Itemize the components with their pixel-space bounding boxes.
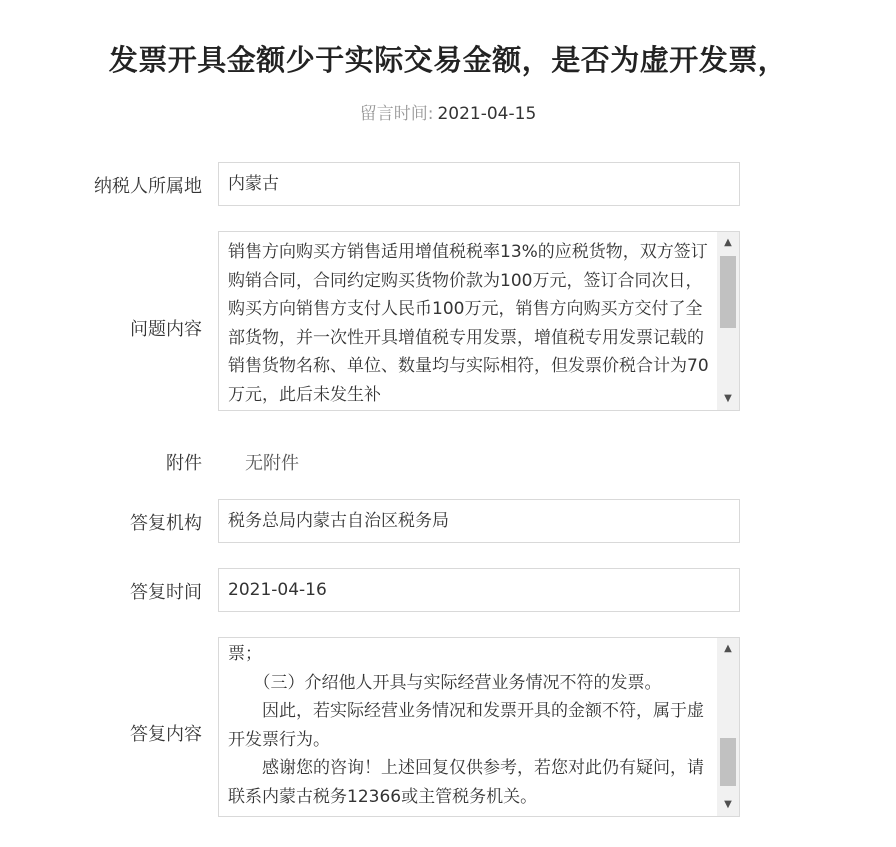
reply-label: 答复内容 (130, 724, 202, 745)
org-label: 答复机构 (130, 513, 202, 534)
question-scrollbar[interactable] (717, 232, 739, 410)
attachment-value: 无附件 (245, 453, 299, 474)
reply-line: 因此，若实际经营业务情况和发票开具的金额不符，属于虚开发票行为。 (228, 701, 704, 750)
reply-scroll-thumb[interactable] (720, 738, 736, 786)
scroll-down-arrow-icon[interactable]: ▼ (724, 393, 732, 404)
scroll-up-arrow-icon[interactable]: ▲ (724, 643, 732, 654)
page-title: 发票开具金额少于实际交易金额，是否为虚开发票， (108, 43, 788, 77)
scroll-down-arrow-icon[interactable]: ▼ (724, 799, 732, 810)
region-label: 纳税人所属地 (94, 176, 202, 197)
scroll-up-arrow-icon[interactable]: ▲ (724, 237, 732, 248)
reply-time-field[interactable]: 2021-04-16 (218, 568, 740, 612)
message-time (0, 99, 896, 124)
region-field[interactable]: 内蒙古 (218, 162, 740, 206)
message-time-value: 2021-04-15 (437, 104, 537, 124)
question-text: 销售方向购买方销售适用增值税税率13%的应税货物，双方签订购销合同，合同约定购买货物价款为100万元，签订合同次日，购买方向销售方支付人民币100万元，销售方向购买方交付了全部货物，并一次性开具增值税专用发票，增值税专用发票记载的销售货物名称、单位、数量均与实际相符，但发票价税合计为70万元，此后未发生补 (228, 242, 709, 405)
message-time-label: 留言时间: (359, 104, 434, 124)
reply-line: （三）介绍他人开具与实际经营业务情况不符的发票。 (228, 672, 662, 693)
reply-time-label: 答复时间 (130, 582, 202, 603)
question-textarea[interactable] (218, 231, 740, 411)
question-scroll-thumb[interactable] (720, 256, 736, 328)
reply-textarea[interactable] (218, 637, 740, 817)
org-field[interactable]: 税务总局内蒙古自治区税务局 (218, 499, 740, 543)
reply-line: 感谢您的咨询！上述回复仅供参考，若您对此仍有疑问，请联系内蒙古税务12366或主管税务机关。 (228, 758, 704, 807)
question-label: 问题内容 (130, 319, 202, 340)
reply-line: 票； (228, 644, 262, 664)
reply-scrollbar[interactable] (717, 638, 739, 816)
attachment-label: 附件 (166, 453, 202, 474)
